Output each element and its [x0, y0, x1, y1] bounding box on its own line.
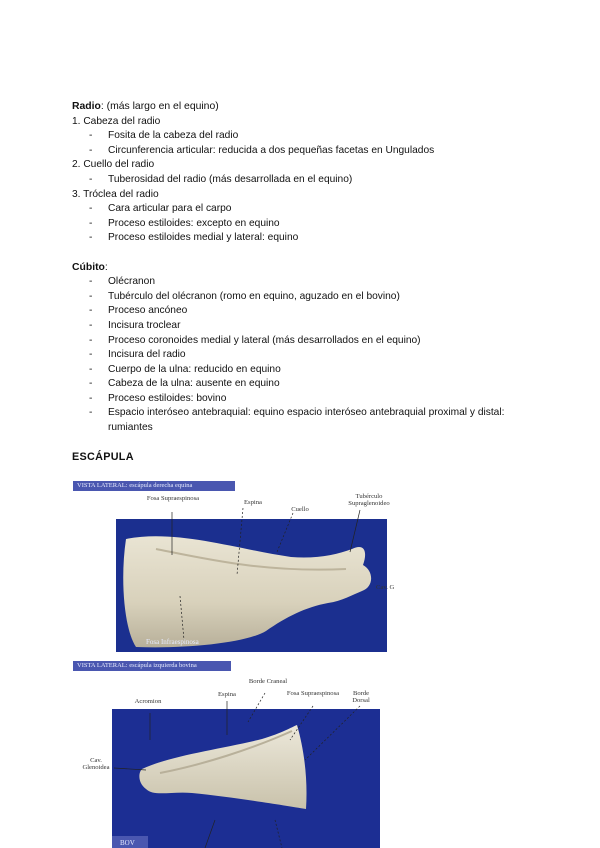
figure1-caption-tag: VISTA LATERAL: escápula derecha equina	[73, 481, 235, 491]
label-borde-craneal: Borde Craneal	[248, 678, 288, 685]
cubito-item: - Tubérculo del olécranon (romo en equino, aguzado en el bovino)	[72, 290, 532, 305]
radio-subitem: - Fosita de la cabeza del radio	[72, 129, 532, 144]
cubito-item: - Proceso coronoides medial y lateral (más desarrollados en el equino)	[72, 334, 532, 349]
figure2-caption-tag: VISTA LATERAL: escápula izquierda bovina	[73, 661, 231, 671]
cubito-item: - Proceso ancóneo	[72, 304, 532, 319]
radio-item-label: 3. Tróclea del radio	[72, 188, 159, 200]
label-espina: Espina	[244, 499, 262, 506]
label-borde-dorsal: Borde Dorsal	[352, 690, 370, 705]
label-acromion: Acromion	[134, 698, 162, 705]
label-cavidad-glenoidea-bovina: Cav. Glenoidea	[82, 757, 110, 772]
cubito-item: - Cabeza de la ulna: ausente en equino	[72, 377, 532, 392]
cubito-title: Cúbito	[72, 261, 105, 273]
cubito-item: - Proceso estiloides: bovino	[72, 392, 532, 407]
label-cavidad-glenoidea: Cav. G	[376, 584, 395, 591]
label-espina-bovina: Espina	[218, 691, 236, 698]
cubito-item: - Incisura troclear	[72, 319, 532, 334]
label-fosa-supraespinosa-bovina: Fosa Supraespinosa	[286, 690, 340, 697]
label-fosa-supraespinosa: Fosa Supraespinosa	[146, 495, 200, 502]
cubito-colon: :	[104, 261, 108, 273]
escapula-title: ESCÁPULA	[72, 450, 134, 463]
radio-note: : (más largo en el equino)	[100, 101, 219, 112]
radio-subitem: - Tuberosidad del radio (más desarrollada en el equino)	[72, 173, 532, 188]
radio-subitem: - Proceso estiloides: excepto en equino	[72, 217, 532, 232]
label-tuberculo-supraglenoideo: Tubérculo Supraglenoideo	[348, 493, 390, 508]
radio-item-label: 1. Cabeza del radio	[72, 115, 161, 127]
label-cuello: Cuello	[291, 506, 309, 513]
cubito-item: - Incisura del radio	[72, 348, 532, 363]
radio-subitem: - Circunferencia articular: reducida a dos pequeñas facetas en Ungulados	[72, 144, 532, 159]
radio-subitem: - Proceso estiloides medial y lateral: equino	[72, 231, 532, 246]
label-bov: BOV	[120, 839, 135, 847]
cubito-item: - Olécranon	[72, 275, 532, 290]
cubito-item: - Espacio interóseo antebraquial: equino espacio interóseo antebraquial proximal y distal: rumiantes	[72, 406, 532, 435]
cubito-item: - Cuerpo de la ulna: reducido en equino	[72, 363, 532, 378]
radio-subitem: - Cara articular para el carpo	[72, 202, 532, 217]
label-fosa-infraespinosa: Fosa Infraespinosa	[146, 638, 199, 646]
radio-title: Radio	[72, 101, 101, 112]
radio-item-label: 2. Cuello del radio	[72, 159, 155, 171]
